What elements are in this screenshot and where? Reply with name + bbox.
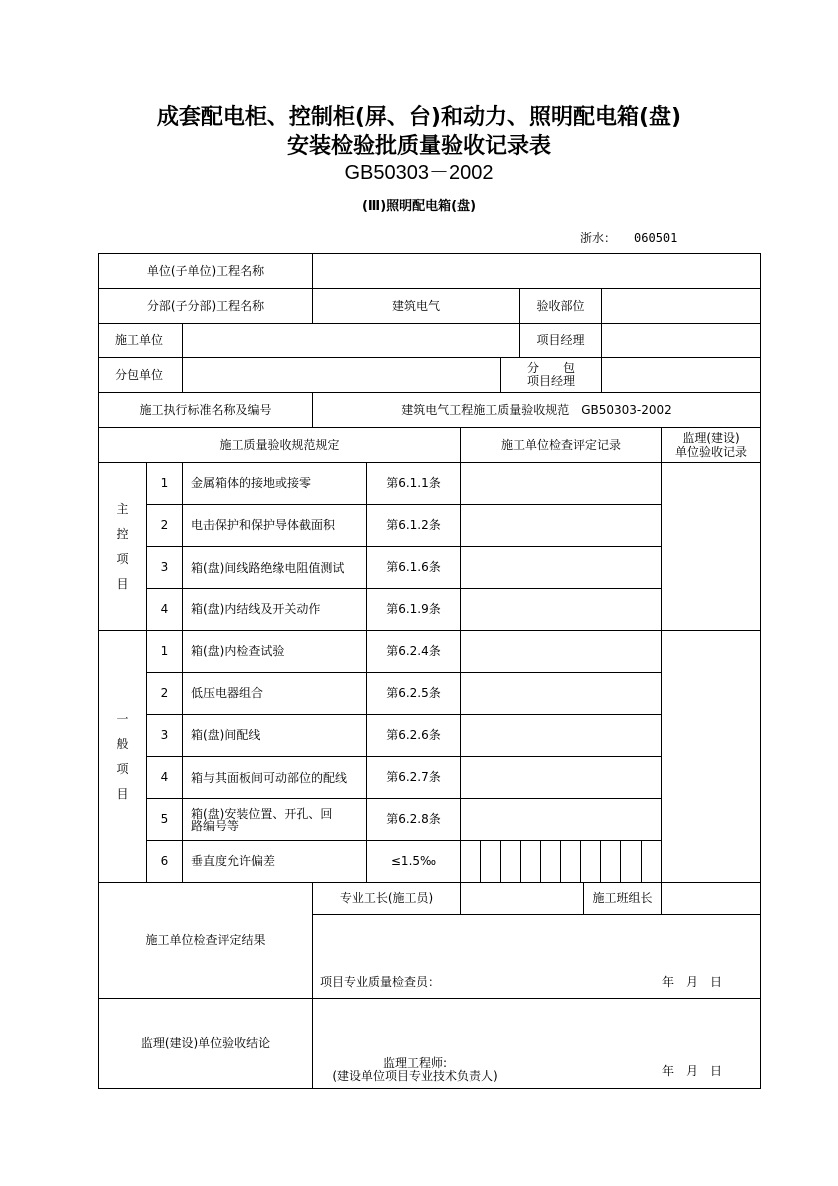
main-control-char: 主 [116,501,129,516]
grid-line [620,840,621,882]
grid-line [312,914,761,915]
sub-project-label: 分部(子分部)工程名称 [146,298,265,313]
grid-line [661,882,662,914]
general-item-name: 箱与其面板间可动部位的配线 [191,770,348,785]
grid-line [182,462,183,882]
main-item-no: 2 [160,518,169,532]
construction-unit-label: 施工单位 [115,333,164,347]
standard-label: 施工执行标准名称及编号 [139,402,272,417]
main-control-char: 控 [116,526,129,541]
sub-pm-label-line1: 分 包 [526,361,575,375]
subcontract-unit-label: 分包单位 [115,367,164,382]
form-title-line2: 安装检验批质量验收记录表 [286,134,551,159]
sub-project-field[interactable]: 建筑电气 [391,298,440,313]
general-char: 项 [116,761,129,776]
grid-line [500,840,501,882]
construction-unit-field[interactable] [188,324,518,357]
evaluation-date: 年 月 日 [662,974,723,989]
main-control-char: 项 [116,551,129,566]
general-item-no: 2 [160,686,169,700]
general-item-clause: 第6.2.8条 [386,812,441,826]
team-leader-label: 施工班组长 [592,891,653,905]
general-item-no: 1 [160,644,169,658]
main-item-name: 电击保护和保护导体截面积 [191,518,336,532]
project-manager-label: 项目经理 [536,333,585,347]
grid-line [760,253,761,1089]
grid-line [480,840,481,882]
grid-line [601,357,602,392]
grid-line [600,840,601,882]
main-item-clause: 第6.1.2条 [386,518,441,532]
engineer-label-line2: (建设单位项目专业技术负责人) [332,1069,498,1083]
general-item-no: 5 [160,812,169,826]
project-manager-field[interactable] [606,324,756,357]
quality-inspector-label: 项目专业质量检查员： [320,974,441,989]
main-item-no: 3 [160,560,169,574]
form-code [580,229,677,246]
general-item-name: 箱(盘)安装位置、开孔、回路编号等 [191,806,333,833]
general-item-clause: 第6.2.7条 [386,770,441,784]
general-item-no: 3 [160,728,169,742]
spec-column-header: 施工质量验收规范规定 [219,437,340,452]
general-item-clause: 第6.2.4条 [386,644,441,658]
general-item-clause: 第6.2.6条 [386,728,441,742]
main-control-group-label [99,463,146,630]
general-item-no: 4 [160,770,169,784]
general-char: 一 [116,711,129,726]
grid-line [580,840,581,882]
form-code-value: 060501 [634,231,678,245]
sub-pm-label-line2: 项目经理 [526,374,575,388]
supervision-conclusion-label: 监理(建设)单位验收结论 [140,1036,271,1050]
general-char: 目 [116,786,129,801]
form-subtitle: (Ⅲ)照明配电箱(盘) [361,199,477,214]
unit-project-field[interactable] [318,254,758,288]
grid-line [98,1088,761,1089]
general-item-no: 6 [160,854,169,868]
standard-number-title: GB50303－2002 [344,162,494,184]
grid-line [460,882,461,914]
conclusion-date: 年 月 日 [662,1063,723,1078]
grid-line [520,840,521,882]
general-group-label [99,631,146,882]
supervision-engineer-label [320,1055,510,1085]
foreman-label: 专业工长(施工员) [339,891,434,905]
general-item-name: 箱(盘)间配线 [191,728,261,742]
main-item-no: 4 [160,602,169,616]
general-item-name: 低压电器组合 [191,686,264,700]
main-item-name: 金属箱体的接地或接零 [191,476,312,490]
main-item-no: 1 [160,476,169,490]
form-title-line1: 成套配电柜、控制柜(屏、台)和动力、照明配电箱(盘) [156,105,682,130]
grid-line [540,840,541,882]
supervision-column-header [662,429,760,461]
grid-line [460,462,461,882]
standard-value: 建筑电气工程施工质量验收规范 GB50303-2002 [401,402,672,417]
unit-project-label: 单位(子单位)工程名称 [146,263,265,278]
main-item-name: 箱(盘)间线路绝缘电阻值测试 [191,560,345,575]
general-item-name: 箱(盘)内检查试验 [191,644,285,658]
sub-pm-label [501,360,601,390]
form-code-label: 浙水： [580,231,617,245]
grid-line [601,288,602,357]
construction-result-label: 施工单位检查评定结果 [145,933,266,947]
acceptance-part-label: 验收部位 [536,298,585,313]
general-item-clause: 第6.2.5条 [386,686,441,700]
general-char: 般 [116,736,129,751]
grid-line [560,840,561,882]
check-record-column-header: 施工单位检查评定记录 [500,437,621,452]
general-item-clause: ≤1.5‰ [390,854,437,868]
engineer-label-line1: 监理工程师: [382,1056,448,1070]
acceptance-part-field[interactable] [606,289,756,323]
general-item-name: 垂直度允许偏差 [191,854,276,868]
main-item-clause: 第6.1.9条 [386,602,441,616]
grid-line [182,323,183,392]
main-item-name: 箱(盘)内结线及开关动作 [191,602,321,616]
supervision-header-line2: 单位验收记录 [674,445,747,459]
grid-line [641,840,642,882]
subcontract-unit-field[interactable] [188,358,498,392]
grid-line [661,427,662,883]
sub-pm-field[interactable] [606,358,756,392]
supervision-header-line1: 监理(建设) [682,431,740,445]
main-item-clause: 第6.1.6条 [386,560,441,574]
main-control-char: 目 [116,576,129,591]
main-item-clause: 第6.1.1条 [386,476,441,490]
